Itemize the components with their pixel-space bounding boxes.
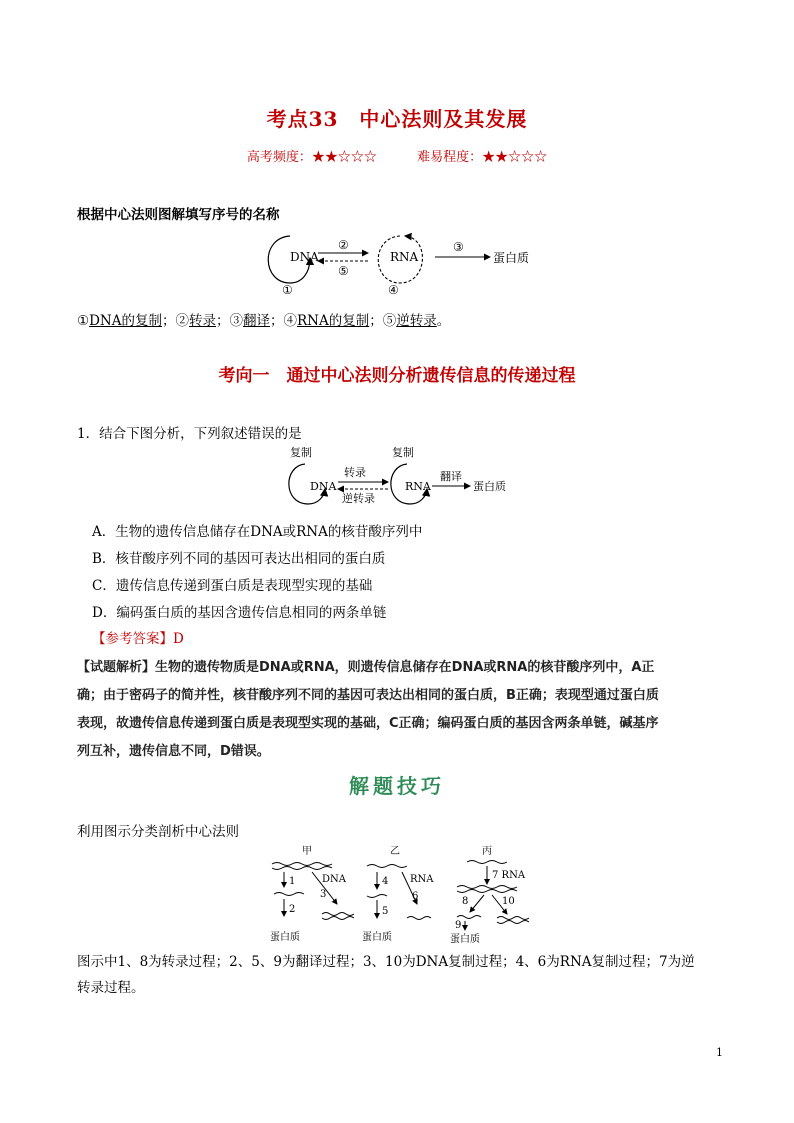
svg-text:10: 10 bbox=[502, 896, 515, 907]
option-c[interactable]: C．遗传信息传递到蛋白质是表现型实现的基础 bbox=[92, 578, 373, 594]
svg-text:7 RNA: 7 RNA bbox=[492, 870, 526, 881]
svg-text:2: 2 bbox=[289, 904, 296, 915]
svg-text:1: 1 bbox=[289, 876, 296, 887]
tips-conclusion-line2: 转录过程。 bbox=[77, 980, 145, 996]
svg-text:甲: 甲 bbox=[302, 846, 312, 857]
svg-text:蛋白质: 蛋白质 bbox=[362, 932, 392, 943]
svg-text:RNA: RNA bbox=[405, 480, 431, 493]
svg-text:9: 9 bbox=[455, 920, 462, 931]
dna-label: DNA bbox=[290, 250, 319, 264]
central-dogma-diagram bbox=[260, 228, 540, 298]
question-stem: 1．结合下图分析，下列叙述错误的是 bbox=[77, 426, 302, 442]
svg-text:翻译: 翻译 bbox=[440, 470, 462, 483]
marker-5: ⑤ bbox=[338, 264, 349, 278]
option-a[interactable]: A．生物的遗传信息储存在DNA或RNA的核苷酸序列中 bbox=[92, 524, 423, 540]
svg-text:3: 3 bbox=[320, 889, 327, 900]
svg-text:DNA: DNA bbox=[310, 480, 337, 493]
marker-1: ① bbox=[282, 283, 293, 297]
svg-text:蛋白质: 蛋白质 bbox=[473, 480, 506, 493]
protein-label: 蛋白质 bbox=[493, 251, 530, 265]
svg-text:转录: 转录 bbox=[344, 466, 366, 479]
svg-text:RNA: RNA bbox=[410, 874, 434, 885]
svg-text:乙: 乙 bbox=[390, 846, 400, 857]
svg-text:蛋白质: 蛋白质 bbox=[450, 934, 480, 945]
analysis-line: 【试题解析】生物的遗传物质是DNA或RNA，则遗传信息储存在DNA或RNA的核苷酸序列中，A正 bbox=[77, 660, 655, 675]
marker-4: ④ bbox=[388, 283, 399, 297]
analysis-text bbox=[77, 654, 727, 766]
svg-text:蛋白质: 蛋白质 bbox=[270, 932, 300, 943]
page-number: 1 bbox=[716, 1046, 723, 1059]
svg-text:复制: 复制 bbox=[290, 446, 312, 459]
rating-line bbox=[0, 146, 794, 165]
rna-label: RNA bbox=[390, 250, 419, 264]
tips-diagram bbox=[262, 842, 534, 946]
reference-answer: 【参考答案】D bbox=[92, 631, 184, 647]
analysis-line: 确；由于密码子的简并性，核苷酸序列不同的基因可表达出相同的蛋白质，B正确；表现型通过蛋白质 bbox=[77, 688, 659, 703]
section-title: 考向一 通过中心法则分析遗传信息的传递过程 bbox=[218, 366, 576, 386]
svg-text:逆转录: 逆转录 bbox=[342, 492, 375, 505]
svg-text:复制: 复制 bbox=[392, 446, 414, 459]
tips-title: 解题技巧 bbox=[349, 774, 445, 798]
svg-text:6: 6 bbox=[412, 891, 419, 902]
intro-answers: ①DNA的复制；②转录；③翻译；④RNA的复制；⑤逆转录。 bbox=[77, 313, 451, 329]
svg-text:4: 4 bbox=[382, 876, 389, 887]
analysis-line: 表现，故遗传信息传递到蛋白质是表现型实现的基础，C正确；编码蛋白质的基因含两条单链，碱基序 bbox=[77, 716, 659, 731]
option-d[interactable]: D．编码蛋白质的基因含遗传信息相同的两条单链 bbox=[92, 605, 387, 621]
tips-intro: 利用图示分类剖析中心法则 bbox=[77, 824, 239, 840]
marker-3: ③ bbox=[453, 240, 464, 254]
svg-text:5: 5 bbox=[382, 906, 389, 917]
frequency-rating: 高考频度：★★☆☆☆ bbox=[246, 150, 377, 165]
tips-conclusion-line1: 图示中1、8为转录过程；2、5、9为翻译过程；3、10为DNA复制过程；4、6为RNA复制过程；7为逆 bbox=[77, 954, 695, 970]
marker-2: ② bbox=[338, 238, 349, 252]
page-title: 考点33 中心法则及其发展 bbox=[266, 107, 528, 131]
analysis-line: 列互补，遗传信息不同，D错误。 bbox=[77, 744, 270, 759]
question-diagram bbox=[280, 442, 520, 510]
intro-heading: 根据中心法则图解填写序号的名称 bbox=[77, 207, 280, 223]
svg-text:8: 8 bbox=[462, 896, 469, 907]
svg-text:DNA: DNA bbox=[322, 874, 346, 885]
svg-text:丙: 丙 bbox=[482, 846, 492, 857]
difficulty-rating: 难易程度：★★☆☆☆ bbox=[417, 150, 548, 165]
option-b[interactable]: B．核苷酸序列不同的基因可表达出相同的蛋白质 bbox=[92, 551, 386, 567]
